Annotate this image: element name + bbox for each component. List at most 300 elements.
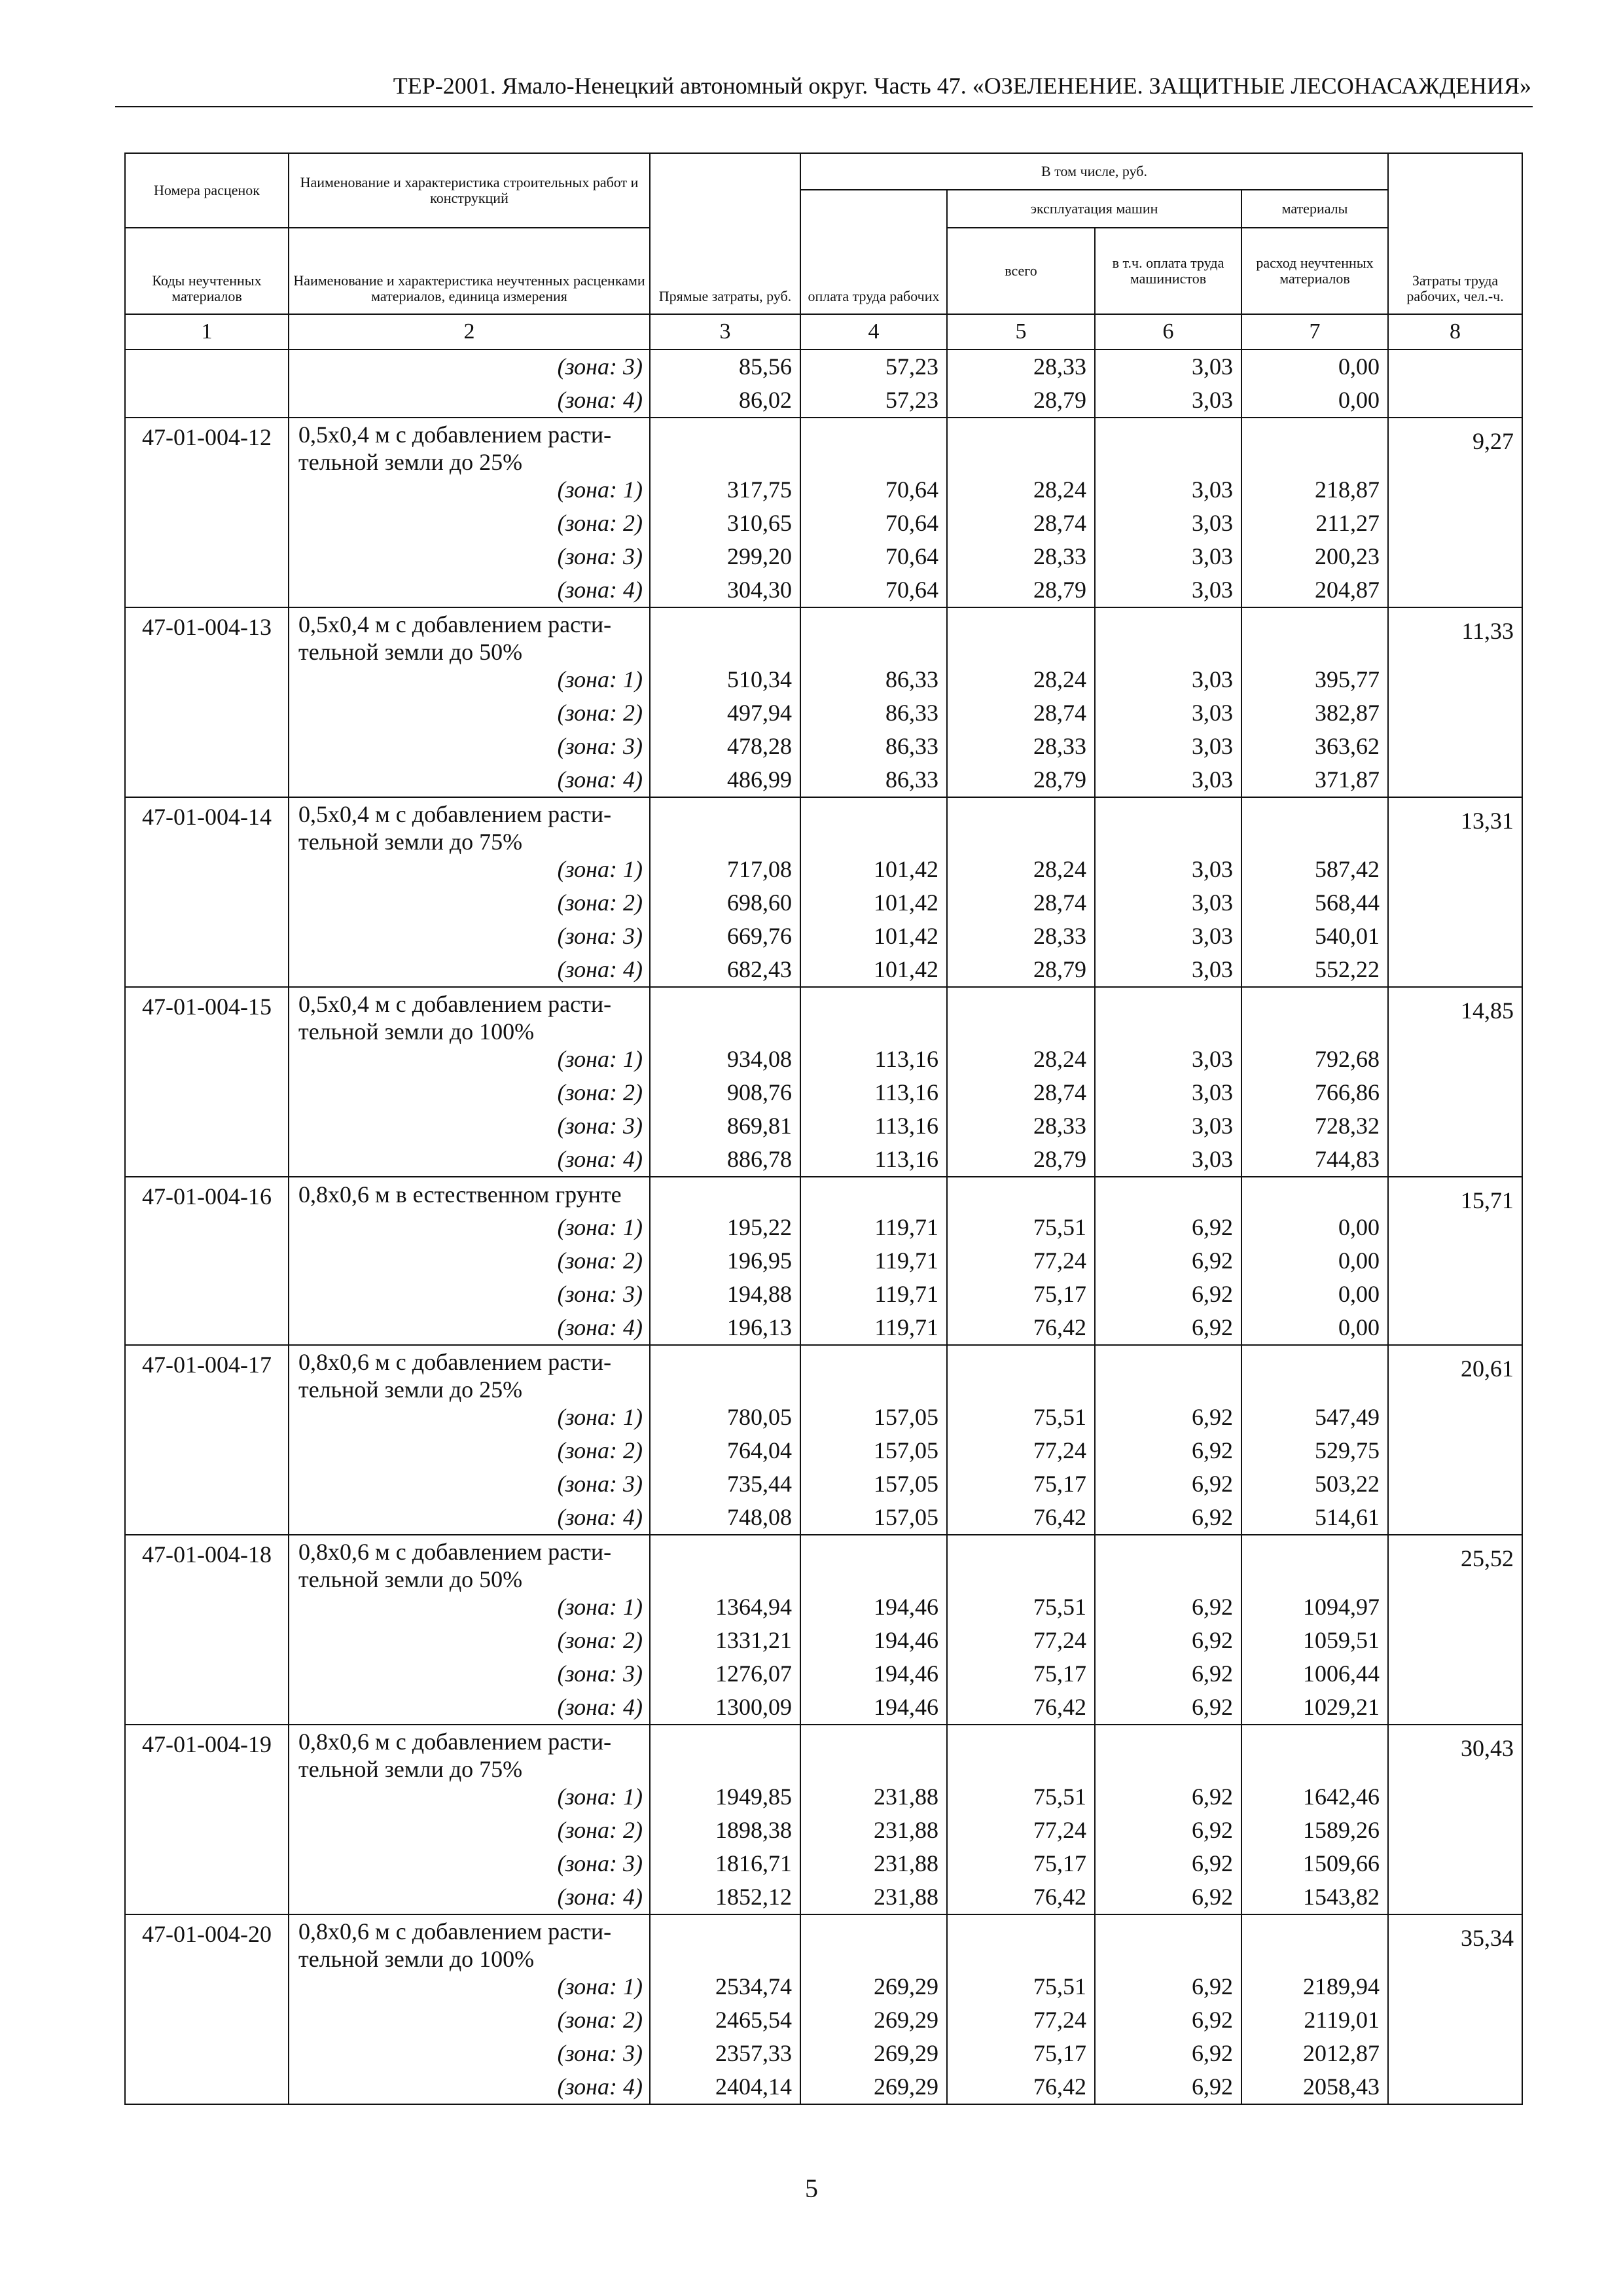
cost-value: 157,05 <box>874 1437 938 1463</box>
labor-cost: 20,61 <box>1461 1355 1514 1382</box>
spacer <box>651 1177 800 1211</box>
cost-column-cell <box>650 1725 800 1914</box>
labor-cost-cell <box>1388 418 1522 607</box>
cost-column-cell <box>1241 1535 1388 1725</box>
cost-value: 194,46 <box>874 1594 938 1620</box>
cost-value: 75,17 <box>1033 1660 1086 1687</box>
spacer <box>948 1725 1094 1780</box>
cost-column-cell <box>650 1345 800 1535</box>
spacer <box>801 1177 946 1211</box>
cost-column-cell <box>1241 987 1388 1177</box>
cost-value: 2404,14 <box>715 2073 792 2100</box>
zone-label: (зона: 2) <box>557 1079 643 1105</box>
cost-value: 6,92 <box>1192 1660 1233 1687</box>
cost-column-cell <box>1241 1177 1388 1345</box>
work-description: 0,8x0,6 м в естественном грунте <box>298 1181 622 1208</box>
cost-value: 1589,26 <box>1303 1817 1380 1843</box>
cost-value: 568,44 <box>1315 889 1380 916</box>
header-machinist-pay: в т.ч. оплата труда машинистов <box>1095 228 1241 314</box>
cost-value: 299,20 <box>727 543 792 569</box>
zone-label: (зона: 1) <box>557 666 643 692</box>
cost-value: 75,51 <box>1033 1973 1086 2000</box>
cost-value: 6,92 <box>1192 2007 1233 2033</box>
labor-cost-cell <box>1388 797 1522 987</box>
cost-value: 6,92 <box>1192 1817 1233 1843</box>
cost-value: 6,92 <box>1192 1404 1233 1430</box>
rate-code-cell <box>125 797 289 987</box>
header-divider <box>115 106 1533 107</box>
zone-label: (зона: 1) <box>557 1046 643 1072</box>
cost-value: 28,33 <box>1033 353 1086 380</box>
cost-value: 86,33 <box>885 700 938 726</box>
cost-column-cell <box>947 1177 1095 1345</box>
spacer <box>948 1535 1094 1590</box>
spacer <box>651 988 800 1043</box>
cost-value: 3,03 <box>1192 856 1233 882</box>
spacer <box>1096 1725 1241 1780</box>
cost-value: 2465,54 <box>715 2007 792 2033</box>
cost-column-cell <box>947 1535 1095 1725</box>
cost-value: 371,87 <box>1315 766 1380 793</box>
cost-value: 195,22 <box>727 1214 792 1240</box>
cost-value: 728,32 <box>1315 1113 1380 1139</box>
cost-column-cell <box>800 1914 947 2104</box>
cost-value: 28,24 <box>1033 1046 1086 1072</box>
document-header-title: ТЕР-2001. Ямало-Ненецкий автономный округ. Часть 47. «ОЗЕЛЕНЕНИЕ. ЗАЩИТНЫЕ ЛЕСОНАСАЖДЕНИЯ» <box>393 73 1531 99</box>
cost-value: 28,79 <box>1033 577 1086 603</box>
cost-value: 6,92 <box>1192 1504 1233 1530</box>
cost-value: 6,92 <box>1192 1973 1233 2000</box>
spacer <box>1242 1725 1387 1780</box>
work-description-cell <box>289 1345 650 1535</box>
header-unaccounted-codes: Коды неучтенных материалов <box>125 228 289 314</box>
cost-value: 2119,01 <box>1304 2007 1380 2033</box>
work-description-cell <box>289 1177 650 1345</box>
cost-value: 77,24 <box>1033 2007 1086 2033</box>
spacer <box>801 988 946 1043</box>
cost-value: 28,33 <box>1033 543 1086 569</box>
cost-value: 3,03 <box>1192 733 1233 759</box>
work-description: 0,8x0,6 м с добавлением расти-тельной земли до 100% <box>298 1918 612 1972</box>
cost-value: 269,29 <box>874 2007 938 2033</box>
zone-label: (зона: 3) <box>557 923 643 949</box>
cost-value: 908,76 <box>727 1079 792 1105</box>
cost-column-cell <box>1241 1914 1388 2104</box>
column-number: 1 <box>125 314 289 350</box>
cost-value: 0,00 <box>1338 1281 1380 1307</box>
rate-code-cell <box>125 1535 289 1725</box>
rate-code: 47-01-004-18 <box>142 1541 272 1568</box>
cost-value: 682,43 <box>727 956 792 982</box>
header-materials: материалы <box>1241 190 1388 228</box>
cost-value: 196,13 <box>727 1314 792 1340</box>
cost-value: 478,28 <box>727 733 792 759</box>
zone-label: (зона: 1) <box>557 856 643 882</box>
cost-value: 77,24 <box>1033 1247 1086 1274</box>
cost-column-cell <box>650 987 800 1177</box>
cost-value: 75,51 <box>1033 1404 1086 1430</box>
cost-value: 3,03 <box>1192 889 1233 916</box>
cost-value: 28,79 <box>1033 1146 1086 1172</box>
rate-group <box>125 1345 1522 1535</box>
cost-column-cell <box>650 607 800 797</box>
header-rate-numbers: Номера расценок <box>125 153 289 228</box>
cost-value: 76,42 <box>1033 1884 1086 1910</box>
cost-value: 1543,82 <box>1303 1884 1380 1910</box>
work-description-cell <box>289 607 650 797</box>
cost-column-cell <box>947 607 1095 797</box>
labor-cost-cell <box>1388 987 1522 1177</box>
labor-cost: 35,34 <box>1461 1925 1514 1951</box>
rate-group <box>125 1914 1522 2104</box>
cost-value: 28,33 <box>1033 733 1086 759</box>
cost-value: 6,92 <box>1192 2040 1233 2066</box>
rate-code-cell <box>125 1725 289 1914</box>
cost-value: 6,92 <box>1192 1437 1233 1463</box>
zone-label: (зона: 3) <box>557 543 643 569</box>
cost-column-cell <box>1241 418 1388 607</box>
cost-value: 934,08 <box>727 1046 792 1072</box>
cost-column-cell <box>947 1345 1095 1535</box>
header-work-name: Наименование и характеристика строительных работ и конструкций <box>289 153 650 228</box>
rate-group <box>125 797 1522 987</box>
cost-column-cell <box>1241 350 1388 418</box>
cost-value: 3,03 <box>1192 1113 1233 1139</box>
cost-value: 2357,33 <box>715 2040 792 2066</box>
spacer <box>1242 1535 1387 1590</box>
cost-column-cell <box>650 797 800 987</box>
cost-value: 547,49 <box>1315 1404 1380 1430</box>
cost-value: 57,23 <box>885 353 938 380</box>
rate-code: 47-01-004-16 <box>142 1183 272 1210</box>
spacer <box>1096 418 1241 473</box>
cost-value: 766,86 <box>1315 1079 1380 1105</box>
cost-column-cell <box>1095 350 1241 418</box>
labor-cost: 25,52 <box>1461 1545 1514 1571</box>
cost-column-cell <box>1095 418 1241 607</box>
cost-value: 76,42 <box>1033 2073 1086 2100</box>
cost-column-cell <box>947 418 1095 607</box>
cost-value: 0,00 <box>1338 353 1380 380</box>
spacer <box>651 1915 800 1970</box>
cost-value: 28,79 <box>1033 387 1086 413</box>
cost-value: 6,92 <box>1192 1594 1233 1620</box>
cost-value: 231,88 <box>874 1884 938 1910</box>
cost-value: 6,92 <box>1192 1314 1233 1340</box>
column-number: 2 <box>289 314 650 350</box>
cost-value: 6,92 <box>1192 1214 1233 1240</box>
cost-value: 869,81 <box>727 1113 792 1139</box>
cost-value: 157,05 <box>874 1504 938 1530</box>
cost-value: 211,27 <box>1315 510 1380 536</box>
cost-value: 196,95 <box>727 1247 792 1274</box>
cost-column-cell <box>1095 1725 1241 1914</box>
labor-cost: 15,71 <box>1461 1187 1514 1213</box>
cost-value: 218,87 <box>1315 476 1380 503</box>
spacer <box>1242 1346 1387 1401</box>
cost-column-cell <box>947 350 1095 418</box>
cost-value: 2058,43 <box>1303 2073 1380 2100</box>
cost-value: 1006,44 <box>1303 1660 1380 1687</box>
cost-column-cell <box>1095 987 1241 1177</box>
cost-column-cell <box>1095 1535 1241 1725</box>
spacer <box>1242 798 1387 853</box>
cost-value: 780,05 <box>727 1404 792 1430</box>
labor-cost: 13,31 <box>1461 808 1514 834</box>
cost-value: 1642,46 <box>1303 1784 1380 1810</box>
spacer <box>651 608 800 663</box>
header-unaccounted-materials-name: Наименование и характеристика неучтенных расценками материалов, единица измерения <box>289 228 650 314</box>
cost-column-cell <box>947 797 1095 987</box>
cost-value: 3,03 <box>1192 510 1233 536</box>
cost-value: 119,71 <box>874 1314 938 1340</box>
rate-group <box>125 1535 1522 1725</box>
rate-group <box>125 987 1522 1177</box>
cost-value: 86,33 <box>885 666 938 692</box>
spacer <box>1096 1177 1241 1211</box>
cost-value: 304,30 <box>727 577 792 603</box>
spacer <box>1096 988 1241 1043</box>
cost-value: 1852,12 <box>715 1884 792 1910</box>
spacer <box>948 988 1094 1043</box>
zone-label: (зона: 4) <box>557 956 643 982</box>
cost-value: 231,88 <box>874 1850 938 1876</box>
cost-value: 6,92 <box>1192 1784 1233 1810</box>
cost-column-cell <box>800 350 947 418</box>
cost-column-cell <box>650 350 800 418</box>
zone-label: (зона: 2) <box>557 1437 643 1463</box>
cost-value: 3,03 <box>1192 543 1233 569</box>
zone-label: (зона: 4) <box>557 387 643 413</box>
work-description-cell <box>289 797 650 987</box>
page-number: 5 <box>805 2174 818 2203</box>
cost-value: 3,03 <box>1192 353 1233 380</box>
column-number: 5 <box>947 314 1095 350</box>
cost-column-cell <box>1241 607 1388 797</box>
zone-label: (зона: 1) <box>557 476 643 503</box>
zone-label: (зона: 3) <box>557 733 643 759</box>
cost-value: 1059,51 <box>1303 1627 1380 1653</box>
labor-cost-cell <box>1388 607 1522 797</box>
cost-value: 1094,97 <box>1303 1594 1380 1620</box>
cost-value: 77,24 <box>1033 1817 1086 1843</box>
cost-value: 76,42 <box>1033 1694 1086 1720</box>
cost-value: 669,76 <box>727 923 792 949</box>
header-unaccounted-materials-usage: расход неучтенных материалов <box>1241 228 1388 314</box>
cost-value: 231,88 <box>874 1817 938 1843</box>
work-description-cell <box>289 987 650 1177</box>
cost-value: 86,33 <box>885 733 938 759</box>
cost-value: 28,79 <box>1033 956 1086 982</box>
cost-value: 317,75 <box>727 476 792 503</box>
zone-label: (зона: 3) <box>557 1850 643 1876</box>
zone-label: (зона: 4) <box>557 1146 643 1172</box>
cost-value: 3,03 <box>1192 923 1233 949</box>
cost-value: 200,23 <box>1315 543 1380 569</box>
cost-column-cell <box>650 1177 800 1345</box>
cost-column-cell <box>800 1177 947 1345</box>
cost-value: 119,71 <box>874 1214 938 1240</box>
cost-value: 6,92 <box>1192 1884 1233 1910</box>
cost-value: 3,03 <box>1192 1046 1233 1072</box>
continuation-group <box>125 350 1522 418</box>
work-description-cell <box>289 1914 650 2104</box>
cost-value: 28,24 <box>1033 476 1086 503</box>
cost-value: 86,33 <box>885 766 938 793</box>
zone-label: (зона: 1) <box>557 1214 643 1240</box>
cost-value: 510,34 <box>727 666 792 692</box>
cost-value: 6,92 <box>1192 1247 1233 1274</box>
cost-value: 28,74 <box>1033 889 1086 916</box>
cost-value: 269,29 <box>874 1973 938 2000</box>
spacer <box>1096 1535 1241 1590</box>
labor-cost: 30,43 <box>1461 1735 1514 1761</box>
zone-label: (зона: 4) <box>557 1314 643 1340</box>
cost-value: 1949,85 <box>715 1784 792 1810</box>
cost-value: 382,87 <box>1315 700 1380 726</box>
zone-label: (зона: 2) <box>557 510 643 536</box>
cost-value: 735,44 <box>727 1471 792 1497</box>
column-numbers-row <box>125 314 1522 350</box>
spacer <box>801 798 946 853</box>
header-labor-costs: Затраты труда рабочих, чел.-ч. <box>1388 153 1522 314</box>
cost-value: 194,46 <box>874 1660 938 1687</box>
cost-value: 0,00 <box>1338 387 1380 413</box>
cost-value: 3,03 <box>1192 476 1233 503</box>
cost-value: 6,92 <box>1192 1694 1233 1720</box>
rate-code-cell <box>125 1914 289 2104</box>
cost-column-cell <box>650 418 800 607</box>
spacer <box>1096 1915 1241 1970</box>
cost-value: 1509,66 <box>1303 1850 1380 1876</box>
spacer <box>801 608 946 663</box>
zone-label: (зона: 2) <box>557 1627 643 1653</box>
zone-label: (зона: 4) <box>557 1504 643 1530</box>
zone-label: (зона: 4) <box>557 577 643 603</box>
cost-column-cell <box>650 1914 800 2104</box>
cost-value: 529,75 <box>1315 1437 1380 1463</box>
cost-value: 70,64 <box>885 510 938 536</box>
spacer <box>948 608 1094 663</box>
cost-value: 86,02 <box>739 387 792 413</box>
cost-value: 75,51 <box>1033 1594 1086 1620</box>
spacer <box>801 418 946 473</box>
cost-value: 698,60 <box>727 889 792 916</box>
cost-value: 2534,74 <box>715 1973 792 2000</box>
cost-value: 0,00 <box>1338 1314 1380 1340</box>
cost-value: 28,33 <box>1033 923 1086 949</box>
rate-group <box>125 1725 1522 1914</box>
cost-value: 497,94 <box>727 700 792 726</box>
cost-column-cell <box>1241 797 1388 987</box>
rate-code-cell <box>125 350 289 418</box>
spacer <box>651 418 800 473</box>
zone-label: (зона: 3) <box>557 1113 643 1139</box>
cost-value: 486,99 <box>727 766 792 793</box>
cost-value: 28,79 <box>1033 766 1086 793</box>
cost-column-cell <box>947 1725 1095 1914</box>
column-number: 6 <box>1095 314 1241 350</box>
cost-value: 514,61 <box>1315 1504 1380 1530</box>
header-worker-pay: оплата труда рабочих <box>800 190 947 314</box>
cost-value: 119,71 <box>874 1247 938 1274</box>
cost-value: 2012,87 <box>1303 2040 1380 2066</box>
zone-label: (зона: 2) <box>557 700 643 726</box>
cost-column-cell <box>800 797 947 987</box>
labor-cost: 14,85 <box>1461 997 1514 1024</box>
work-description: 0,8x0,6 м с добавлением расти-тельной земли до 75% <box>298 1729 612 1782</box>
cost-value: 113,16 <box>874 1046 938 1072</box>
cost-value: 3,03 <box>1192 666 1233 692</box>
rates-table <box>124 152 1523 2105</box>
cost-column-cell <box>800 987 947 1177</box>
work-description-cell <box>289 418 650 607</box>
cost-value: 101,42 <box>874 956 938 982</box>
cost-value: 3,03 <box>1192 956 1233 982</box>
cost-column-cell <box>800 607 947 797</box>
column-number: 7 <box>1241 314 1388 350</box>
rate-code-cell <box>125 1345 289 1535</box>
cost-value: 792,68 <box>1315 1046 1380 1072</box>
spacer <box>1096 1346 1241 1401</box>
cost-value: 717,08 <box>727 856 792 882</box>
cost-column-cell <box>800 1345 947 1535</box>
cost-value: 76,42 <box>1033 1314 1086 1340</box>
work-description: 0,5x0,4 м с добавлением расти-тельной земли до 100% <box>298 991 612 1045</box>
cost-value: 6,92 <box>1192 1281 1233 1307</box>
cost-column-cell <box>800 418 947 607</box>
cost-value: 395,77 <box>1315 666 1380 692</box>
cost-value: 2189,94 <box>1303 1973 1380 2000</box>
cost-value: 101,42 <box>874 889 938 916</box>
header-machine-operation: эксплуатация машин <box>947 190 1241 228</box>
cost-value: 6,92 <box>1192 1627 1233 1653</box>
spacer <box>651 1725 800 1780</box>
zone-label: (зона: 3) <box>557 1281 643 1307</box>
cost-value: 75,51 <box>1033 1214 1086 1240</box>
cost-value: 194,46 <box>874 1694 938 1720</box>
labor-cost: 9,27 <box>1472 428 1514 454</box>
cost-column-cell <box>947 987 1095 1177</box>
rate-code: 47-01-004-19 <box>142 1731 272 1757</box>
work-description: 0,5x0,4 м с добавлением расти-тельной земли до 75% <box>298 801 612 855</box>
cost-value: 70,64 <box>885 476 938 503</box>
cost-value: 3,03 <box>1192 577 1233 603</box>
spacer <box>801 1915 946 1970</box>
cost-column-cell <box>800 1725 947 1914</box>
cost-value: 6,92 <box>1192 1471 1233 1497</box>
rate-group <box>125 418 1522 607</box>
cost-column-cell <box>1095 1914 1241 2104</box>
cost-value: 28,24 <box>1033 856 1086 882</box>
cost-value: 28,74 <box>1033 510 1086 536</box>
labor-cost-cell <box>1388 1345 1522 1535</box>
labor-cost-cell <box>1388 350 1522 418</box>
cost-value: 113,16 <box>874 1113 938 1139</box>
zone-label: (зона: 1) <box>557 1404 643 1430</box>
zone-label: (зона: 1) <box>557 1784 643 1810</box>
cost-value: 231,88 <box>874 1784 938 1810</box>
cost-value: 157,05 <box>874 1471 938 1497</box>
work-description: 0,5x0,4 м с добавлением расти-тельной земли до 50% <box>298 611 612 665</box>
cost-value: 3,03 <box>1192 1146 1233 1172</box>
cost-value: 75,17 <box>1033 1471 1086 1497</box>
work-description: 0,8x0,6 м с добавлением расти-тельной земли до 25% <box>298 1349 612 1403</box>
zone-label: (зона: 1) <box>557 1973 643 2000</box>
cost-value: 764,04 <box>727 1437 792 1463</box>
spacer <box>801 1346 946 1401</box>
labor-cost-cell <box>1388 1535 1522 1725</box>
